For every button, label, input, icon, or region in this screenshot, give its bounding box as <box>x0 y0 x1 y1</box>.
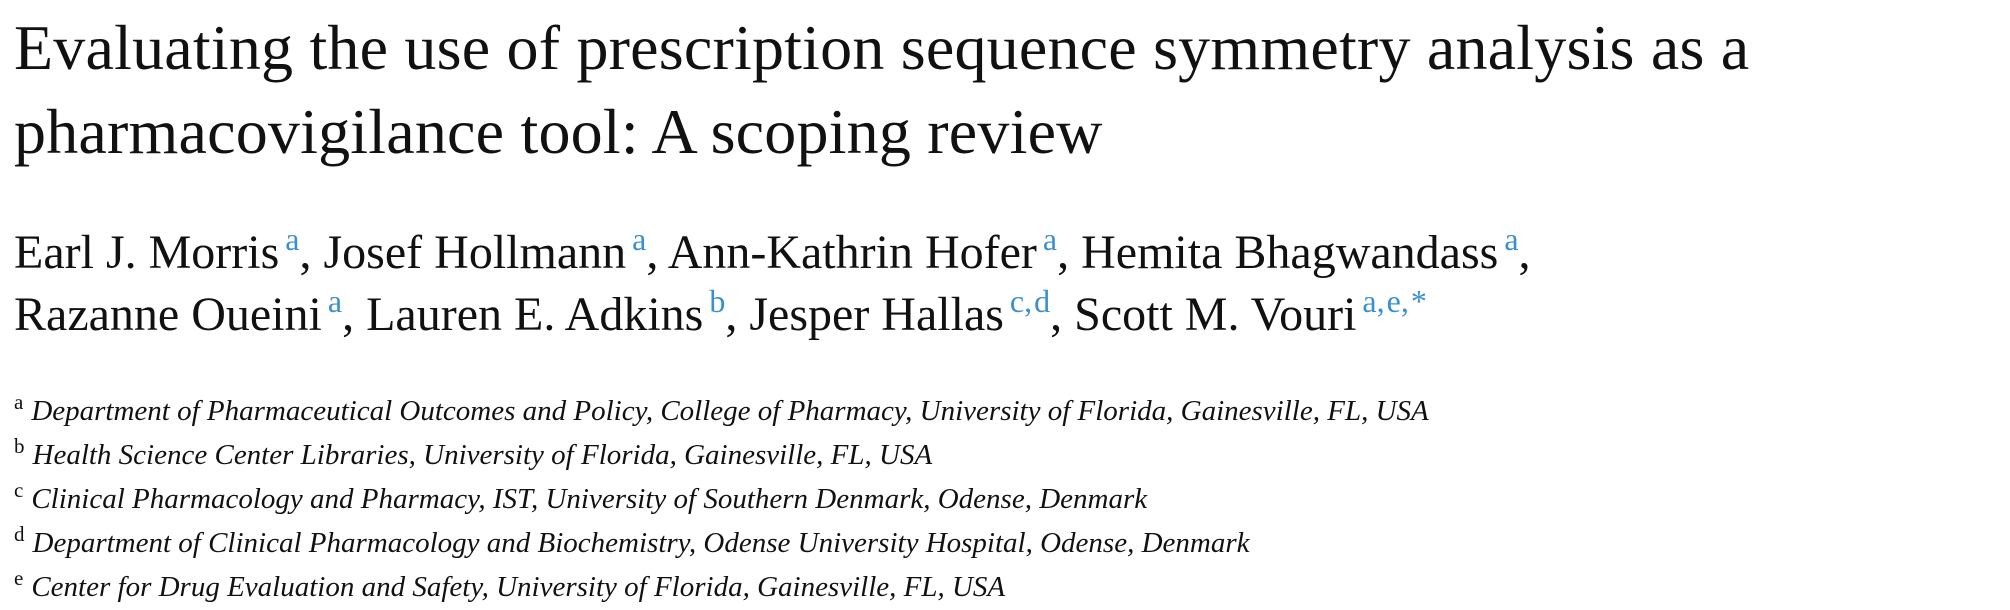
affiliation-label: a <box>14 390 24 414</box>
affiliation-label: c <box>14 478 24 502</box>
affiliation-text: Health Science Center Libraries, University of Florida, Gainesville, FL, USA <box>32 439 933 471</box>
affiliation-text: Department of Clinical Pharmacology and Biochemistry, Odense University Hospital, Odense, Denmark <box>32 527 1250 559</box>
affiliation-link[interactable]: a <box>327 283 343 319</box>
affiliation-item <box>14 478 2004 522</box>
affiliation-link[interactable]: a <box>632 221 647 257</box>
author-name: Ann-Kathrin Hofer <box>667 226 1037 279</box>
affiliation-label: b <box>14 434 25 458</box>
affiliation-link[interactable]: a <box>1504 221 1519 257</box>
affiliation-text: Clinical Pharmacology and Pharmacy, IST, University of Southern Denmark, Odense, Denmark <box>31 483 1148 515</box>
affiliation-link[interactable]: a <box>285 221 300 257</box>
affiliation-list <box>14 390 2004 610</box>
affiliation-link[interactable]: a <box>1362 283 1377 319</box>
author-name: Razanne Oueini <box>14 288 322 341</box>
author-name: Hemita Bhagwandass <box>1081 226 1499 279</box>
author-list <box>14 222 2004 346</box>
affiliation-link[interactable]: e <box>1386 283 1401 319</box>
affiliation-item <box>14 566 2004 610</box>
affiliation-link[interactable]: d <box>1034 283 1051 319</box>
affiliation-label: e <box>14 566 24 590</box>
affiliation-link[interactable]: a <box>1042 221 1058 257</box>
author-name: Scott M. Vouri <box>1074 288 1357 341</box>
affiliation-item <box>14 390 2004 434</box>
corresponding-author-link[interactable]: * <box>1410 283 1427 319</box>
affiliation-link[interactable]: b <box>709 283 726 319</box>
affiliation-link[interactable]: c <box>1009 283 1025 319</box>
title-line-1: Evaluating the use of prescription sequence symmetry analysis as a <box>14 12 1750 83</box>
affiliation-item <box>14 434 2004 478</box>
author-name: Jesper Hallas <box>749 288 1004 341</box>
author-name: Josef Hollmann <box>323 226 627 279</box>
author-line-2: Razanne Oueini $^a$, Lauren E. Adkins $^b$, Jesper Hallas $^{c,d}$, Scott M. Vouri $^{a,e,*}$ <box>14 283 1427 341</box>
author-name: Lauren E. Adkins <box>366 288 704 341</box>
affiliation-item <box>14 522 2004 566</box>
affiliation-text: Center for Drug Evaluation and Safety, University of Florida, Gainesville, FL, USA <box>31 571 1006 603</box>
author-line-1: Earl J. Morris $^a$, Josef Hollmann $^a$, Ann-Kathrin Hofer $^a$, Hemita Bhagwandass $^a$, <box>14 221 1531 279</box>
title-line-2: pharmacovigilance tool: A scoping review <box>14 96 1103 167</box>
article-title <box>14 6 2004 174</box>
author-name: Earl J. Morris <box>14 226 280 279</box>
affiliation-text: Department of Pharmaceutical Outcomes and Policy, College of Pharmacy, University of Florida, Gainesville, FL, USA <box>31 395 1429 427</box>
affiliation-label: d <box>14 522 25 546</box>
